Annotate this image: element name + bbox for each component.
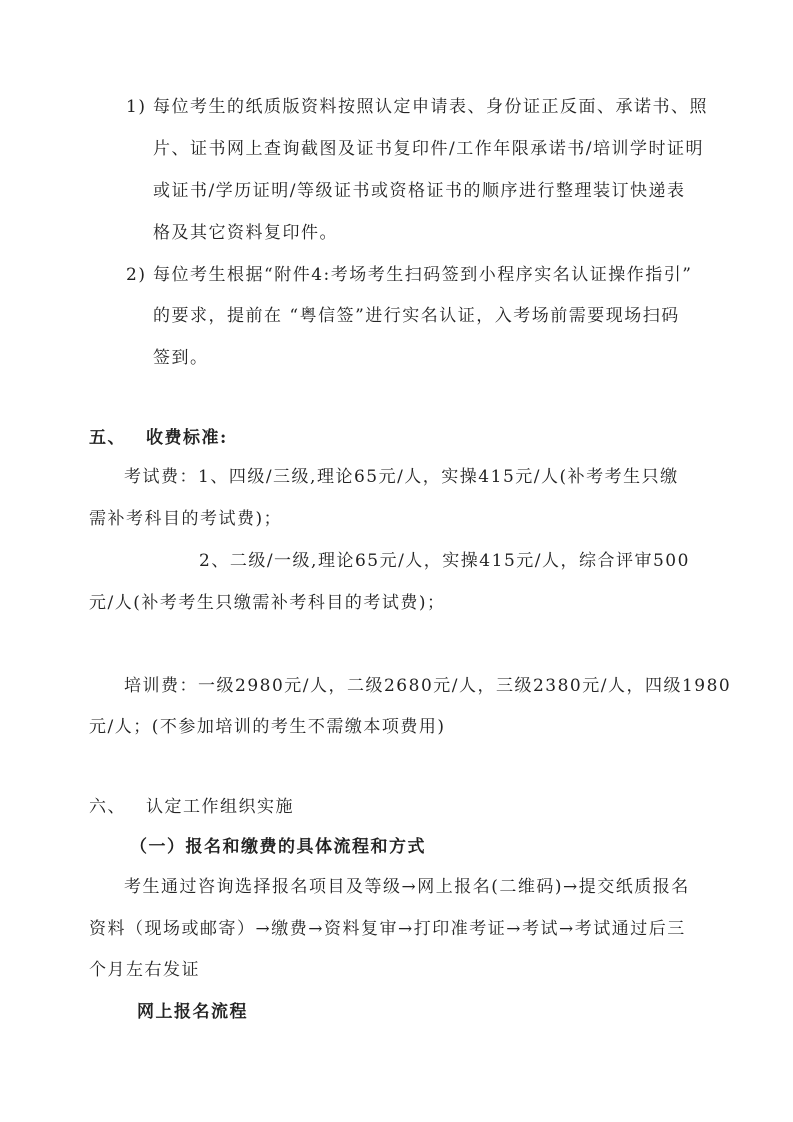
exam-fee-line-1: 考试费：1、四级/三级,理论65元/人，实操415元/人(补考考生只缴 <box>124 467 679 487</box>
list-item-1-line-2: 片、证书网上查询截图及证书复印件/工作年限承诺书/培训学时证明 <box>153 139 704 159</box>
flow-line-1: 考生通过咨询选择报名项目及等级→网上报名(二维码)→提交纸质报名 <box>124 877 690 897</box>
exam-fee-line-3: 2、二级/一级,理论65元/人，实操415元/人，综合评审500 <box>199 551 690 571</box>
section-6-number: 六、 <box>89 797 126 817</box>
subsection-title: （一）报名和缴费的具体流程和方式 <box>130 837 426 857</box>
list-item-1-line-4: 格及其它资料复印件。 <box>153 223 338 243</box>
training-fee-line-1: 培训费：一级2980元/人，二级2680元/人，三级2380元/人，四级1980 <box>124 676 732 696</box>
list-item-2-line-3: 签到。 <box>153 348 209 368</box>
training-fee-line-2: 元/人；(不参加培训的考生不需缴本项费用) <box>89 717 446 737</box>
list-item-1-line-3: 或证书/学历证明/等级证书或资格证书的顺序进行整理装订快递表 <box>153 181 686 201</box>
online-registration-title: 网上报名流程 <box>137 1002 248 1022</box>
list-item-2-line-2: 的要求，提前在 “粤信签”进行实名认证，入考场前需要现场扫码 <box>153 306 680 326</box>
list-marker-2: 2) <box>126 265 147 285</box>
list-marker-1: 1) <box>126 97 147 117</box>
section-6-title: 认定工作组织实施 <box>146 797 294 817</box>
list-item-2-line-1: 每位考生根据“附件4:考场考生扫码签到小程序实名认证操作指引” <box>153 265 693 285</box>
flow-line-3: 个月左右发证 <box>89 960 200 980</box>
section-5-title: 收费标准: <box>146 428 228 448</box>
flow-line-2: 资料（现场或邮寄）→缴费→资料复审→打印准考证→考试→考试通过后三 <box>89 919 686 939</box>
exam-fee-line-2: 需补考科目的考试费)； <box>89 509 283 529</box>
exam-fee-line-4: 元/人(补考考生只缴需补考科目的考试费)； <box>89 593 446 613</box>
section-5-number: 五、 <box>89 428 126 448</box>
list-item-1-line-1: 每位考生的纸质版资料按照认定申请表、身份证正反面、承诺书、照 <box>153 97 708 117</box>
